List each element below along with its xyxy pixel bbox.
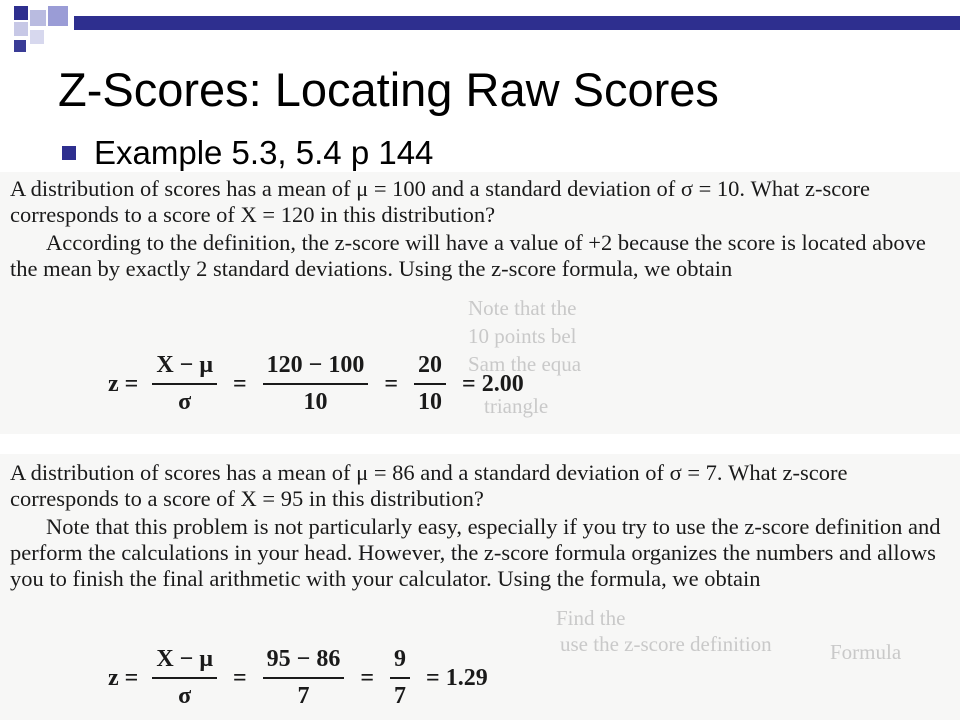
fraction-substituted (263, 646, 345, 710)
textbook-scan-example-2 (0, 454, 960, 720)
corner-square-light3 (30, 30, 44, 44)
fraction-formula (152, 352, 217, 416)
z-score-equation (108, 646, 494, 710)
bleed-through-text: 10 points bel (468, 324, 577, 348)
fraction-denominator: 10 (303, 389, 328, 415)
fraction-denominator: σ (178, 683, 192, 709)
example-explanation: Note that this problem is not particularly easy, especially if you try to use the z-score definition and perform the calculations in your head. However, the z-score formula organizes the numbers and allows you to finish the final arithmetic with your calculator. Using the formula, we obtain (10, 514, 941, 591)
fraction-denominator: 7 (297, 683, 310, 709)
fraction-denominator: 7 (394, 683, 407, 709)
z-score-equation (108, 352, 530, 416)
fraction-numerator: X − μ (152, 352, 217, 385)
fraction-numerator: 9 (390, 646, 410, 679)
corner-square-light (30, 10, 46, 26)
equation-result: = 2.00 (462, 370, 524, 397)
title-bar-accent (74, 16, 960, 30)
corner-square-mid (48, 6, 68, 26)
corner-square-navy (14, 6, 28, 20)
equals-sign: = (360, 664, 375, 691)
example-question: A distribution of scores has a mean of μ = 86 and a standard deviation of σ = 7. What z-score corresponds to a score of X = 95 in this distribution? (10, 460, 848, 511)
bleed-through-text: Note that the (468, 296, 577, 320)
bleed-through-text: Sam the equa (468, 352, 582, 376)
bleed-through-text: Find the (556, 606, 626, 630)
example-question: A distribution of scores has a mean of μ = 100 and a standard deviation of σ = 10. What z-score corresponds to a score of X = 120 in this distribution? (10, 176, 870, 227)
equals-sign: = (232, 664, 247, 691)
equals-sign: = (232, 370, 247, 397)
example-explanation: According to the definition, the z-score will have a value of +2 because the score is located above the mean by exactly 2 standard deviations. Using the z-score formula, we obtain (10, 230, 926, 281)
fraction-numerator: 20 (414, 352, 446, 385)
bleed-through-text: use the z-score definition (560, 632, 772, 656)
fraction-numerator: 120 − 100 (263, 352, 369, 385)
fraction-simplified (390, 646, 410, 710)
slide-title: Z-Scores: Locating Raw Scores (58, 63, 719, 116)
bleed-through-text: triangle (484, 394, 549, 418)
equals-sign: = (384, 370, 399, 397)
fraction-denominator: 10 (418, 389, 443, 415)
bullet-square-icon (62, 146, 76, 160)
fraction-numerator: 95 − 86 (263, 646, 345, 679)
fraction-simplified (414, 352, 446, 416)
equation-result: = 1.29 (426, 664, 488, 691)
bleed-through-text: Formula (830, 640, 902, 664)
equation-lhs: z = (108, 370, 139, 397)
corner-square-light2 (14, 22, 28, 36)
bullet-item (62, 134, 433, 172)
fraction-denominator: σ (178, 389, 192, 415)
textbook-scan-example-1 (0, 172, 960, 434)
fraction-formula (152, 646, 217, 710)
equation-lhs: z = (108, 664, 139, 691)
corner-square-navy2 (14, 40, 26, 52)
fraction-numerator: X − μ (152, 646, 217, 679)
fraction-substituted (263, 352, 369, 416)
bullet-text: Example 5.3, 5.4 p 144 (94, 134, 434, 171)
